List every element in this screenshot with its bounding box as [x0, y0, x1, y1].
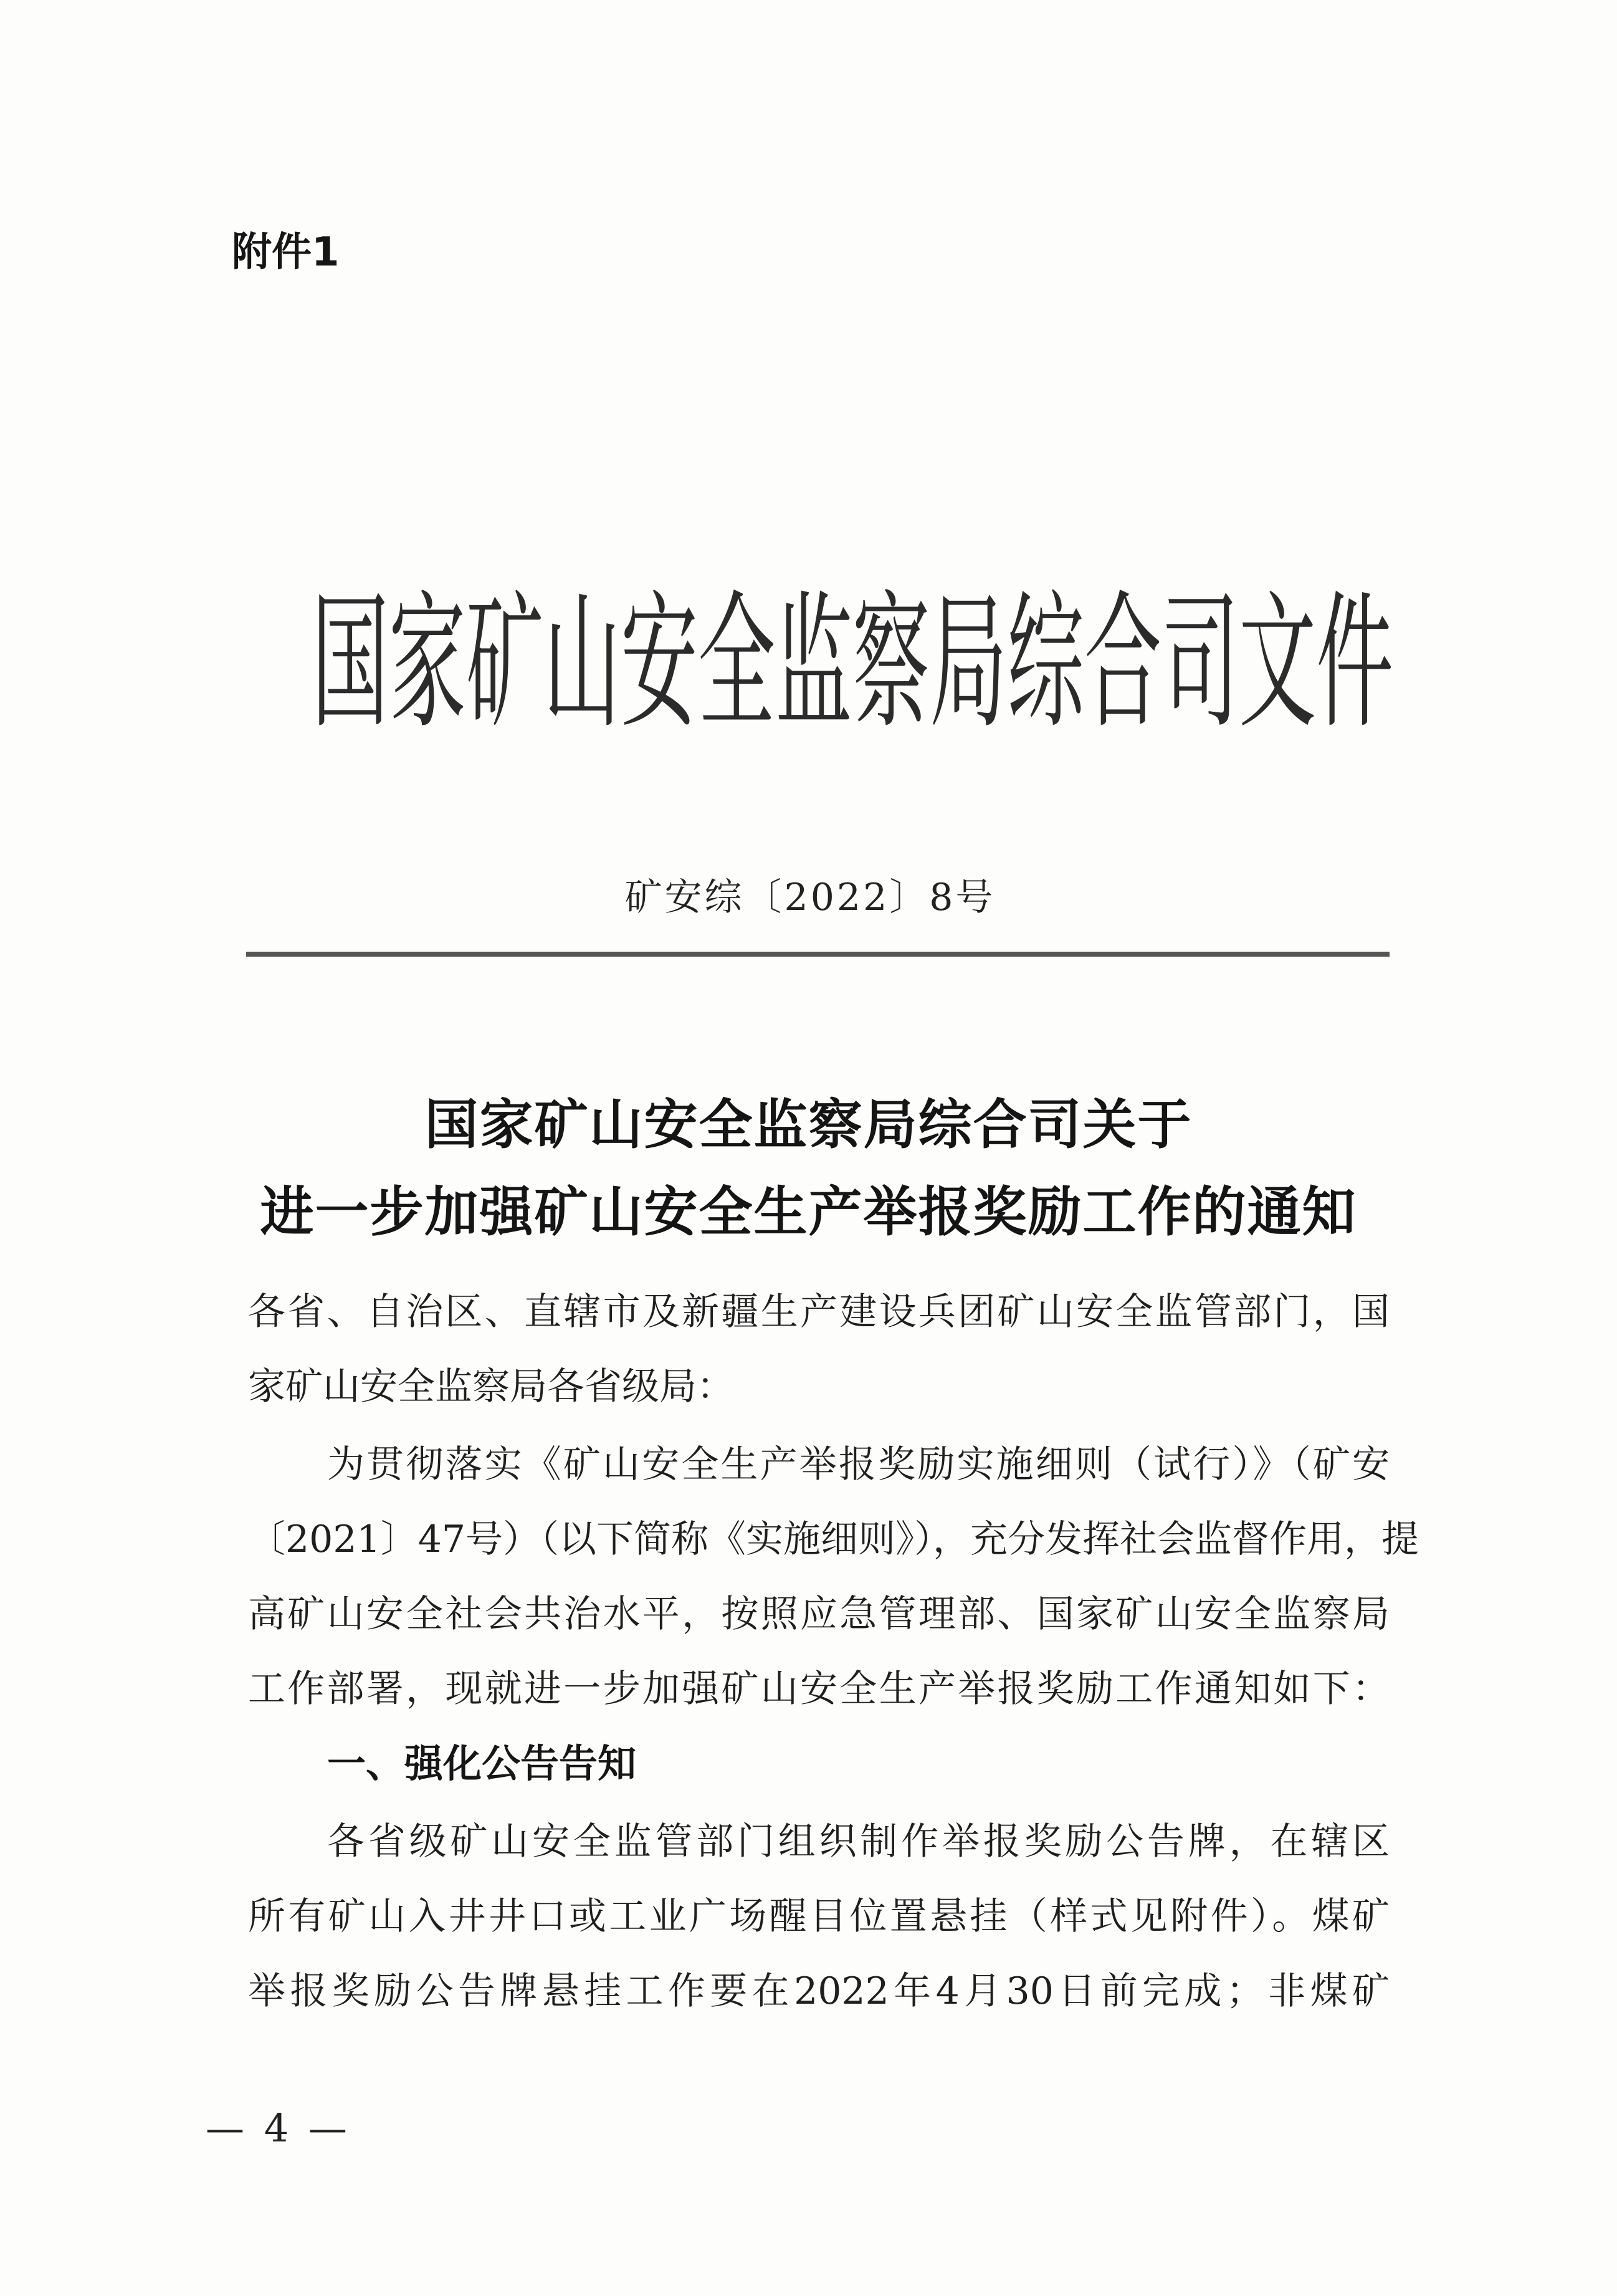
header-char: 矿 — [466, 578, 544, 749]
header-char: 察 — [852, 578, 930, 749]
header-char: 合 — [1084, 578, 1162, 749]
header-char: 监 — [775, 578, 853, 749]
header-char: 国 — [312, 578, 389, 749]
paragraph-line: 工作部署，现就进一步加强矿山安全生产举报奖励工作通知如下： — [248, 1667, 1390, 1711]
header-char: 家 — [389, 578, 467, 749]
document-header-title — [312, 578, 1394, 749]
header-char: 局 — [930, 578, 1008, 749]
paragraph-line: 〔2021〕47号）（以下简称《实施细则》），充分发挥社会监督作用，提 — [248, 1518, 1419, 1561]
header-char: 安 — [621, 578, 699, 749]
header-char: 全 — [698, 578, 776, 749]
header-divider — [246, 952, 1390, 957]
paragraph-line: 各省级矿山安全监管部门组织制作举报奖励公告牌，在辖区 — [327, 1820, 1390, 1863]
page-number: — 4 — — [206, 2105, 351, 2151]
paragraph-line: 举报奖励公告牌悬挂工作要在2022年4月30日前完成；非煤矿 — [248, 1969, 1390, 2013]
notice-title-line1: 国家矿山安全监察局综合司关于 — [424, 1093, 1193, 1156]
addressee-line: 各省、自治区、直辖市及新疆生产建设兵团矿山安全监管部门，国 — [248, 1290, 1390, 1334]
addressee-line: 家矿山安全监察局各省级局： — [248, 1365, 734, 1409]
header-char: 山 — [543, 578, 621, 749]
header-char: 文 — [1239, 578, 1317, 749]
notice-title-line2: 进一步加强矿山安全生产举报奖励工作的通知 — [260, 1180, 1357, 1243]
paragraph-line: 高矿山安全社会共治水平，按照应急管理部、国家矿山安全监察局 — [248, 1592, 1390, 1636]
section-heading: 一、强化公告告知 — [327, 1741, 637, 1786]
header-char: 综 — [1007, 578, 1085, 749]
attachment-label: 附件1 — [232, 229, 340, 275]
paragraph-line: 为贯彻落实《矿山安全生产举报奖励实施细则（试行）》（矿安 — [327, 1443, 1390, 1486]
paragraph-line: 所有矿山入井井口或工业广场醒目位置悬挂（样式见附件）。煤矿 — [248, 1895, 1390, 1938]
document-number: 矿安综〔2022〕8号 — [624, 876, 996, 919]
header-char: 司 — [1161, 578, 1239, 749]
header-char: 件 — [1316, 578, 1394, 749]
